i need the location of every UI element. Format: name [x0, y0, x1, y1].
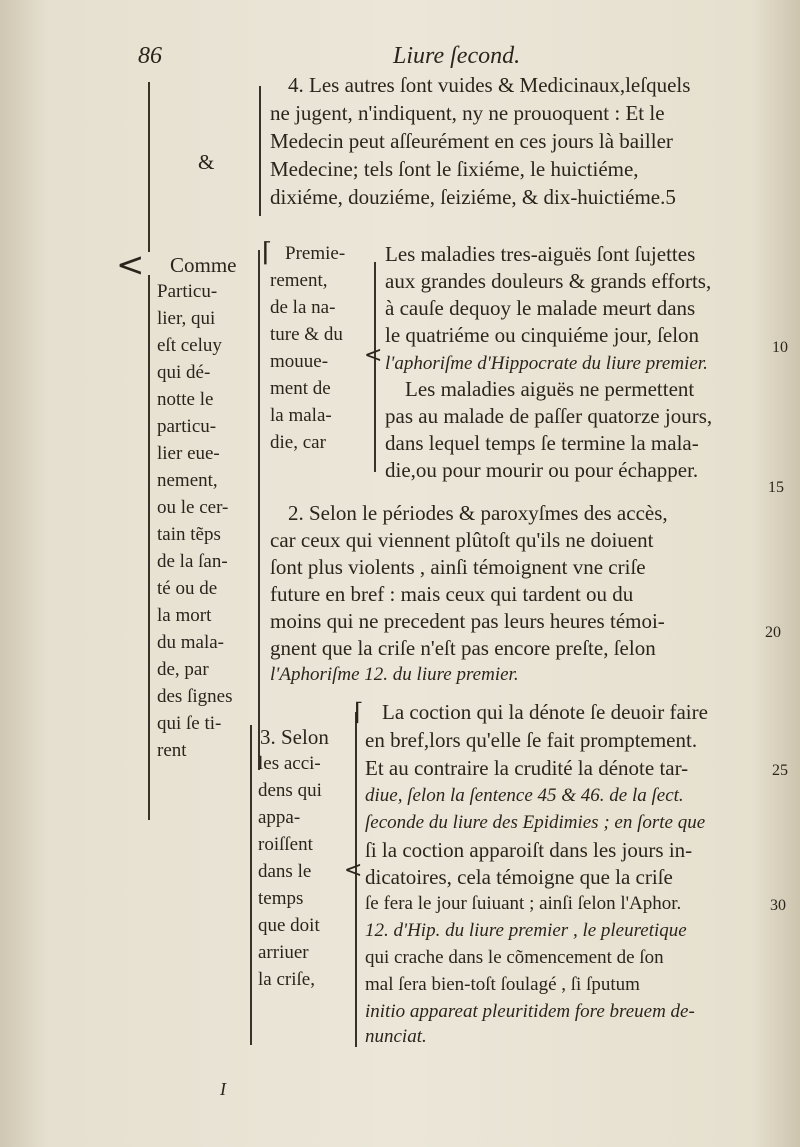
section3-right-line: ſeconde du liure des Epidimies ; en ſorte que	[365, 812, 706, 833]
section3-right-line: initio appareat pleuritidem fore breuem de-	[365, 1001, 695, 1022]
premierement-line: die, car	[270, 432, 326, 453]
section3-left-line: 3. Selon	[260, 725, 329, 749]
section3-left-line: dens qui	[258, 780, 322, 801]
section2-line: l'Aphoriſme 12. du liure premier.	[270, 664, 519, 685]
section3-right-line: ſe fera le jour ſuiuant ; ainſi ſelon l'Aphor.	[365, 893, 682, 914]
inner-bracket-line	[258, 250, 260, 770]
left-line: lier, qui	[157, 308, 216, 329]
maladies-line: à cauſe dequoy le malade meurt dans	[385, 296, 696, 320]
left-line: particu-	[157, 416, 217, 437]
premierement-line: Premie-	[285, 243, 346, 264]
left-line: rent	[157, 740, 187, 761]
left-line: la mort	[157, 605, 212, 626]
page-number: 86	[138, 43, 162, 69]
left-line: qui ſe ti-	[157, 713, 222, 734]
section2-line: ſont plus violents , ainſi témoignent vne criſe	[270, 555, 646, 579]
maladies-line: dans lequel temps ſe termine la mala-	[385, 431, 699, 455]
maladies-line: le quatriéme ou cinquiéme jour, ſelon	[385, 323, 700, 347]
section3-left-line: dans le	[258, 861, 312, 882]
section3-right-line: qui crache dans le cõmencement de ſon	[365, 947, 664, 968]
maladies-line: Les maladies tres-aiguës ſont ſujettes	[385, 242, 696, 266]
section3-right-line: Et au contraire la crudité la dénote tar-	[365, 756, 689, 780]
section3-left-line: que doit	[258, 915, 320, 936]
left-line: du mala-	[157, 632, 225, 653]
maladies-brace: <	[364, 343, 383, 368]
left-line: de la ſan-	[157, 551, 228, 572]
maladies-line: Les maladies aiguës ne permettent	[405, 377, 695, 401]
section4-line: 4. Les autres ſont vuides & Medicinaux,leſquels	[288, 73, 691, 97]
section2-line: car ceux qui viennent plûtoſt qu'ils ne doiuent	[270, 528, 654, 552]
section3-left-line: appa-	[258, 807, 301, 828]
section3-right-line: nunciat.	[365, 1026, 427, 1047]
premierement-line: rement,	[270, 270, 328, 291]
section3-brace: <	[344, 858, 363, 883]
premierement-line: ture & du	[270, 324, 343, 345]
signature-mark: I	[220, 1079, 226, 1099]
section3-right-line: mal ſera bien-toſt ſoulagé , ſi ſputum	[365, 974, 640, 995]
section2-line: moins qui ne precedent pas leurs heures témoi-	[270, 609, 665, 633]
margin-number: 10	[772, 339, 788, 356]
section3-left-line: les acci-	[258, 753, 321, 774]
left-line: lier eue-	[157, 443, 220, 464]
margin-number: 25	[772, 762, 788, 779]
maladies-line: aux grandes douleurs & grands efforts,	[385, 269, 712, 293]
left-line: tain tẽps	[157, 524, 221, 545]
left-line: de, par	[157, 659, 209, 680]
section4-line: ne jugent, n'indiquent, ny ne prouoquent : Et le	[270, 101, 665, 125]
maladies-line: pas au malade de paſſer quatorze jours,	[385, 404, 713, 428]
left-line: Comme	[170, 253, 237, 277]
outer-bracket-line-lower	[148, 275, 150, 820]
premierement-brace: ⌈	[262, 238, 273, 268]
maladies-line: die,ou pour mourir ou pour échapper.	[385, 458, 699, 482]
left-line: nement,	[157, 470, 218, 491]
left-line: té ou de	[157, 578, 218, 599]
section3-right-line: dicatoires, cela témoigne que la criſe	[365, 865, 673, 889]
outer-bracket-line	[148, 82, 150, 252]
section3-right-line: diue, ſelon la ſentence 45 & 46. de la ſect.	[365, 785, 684, 806]
section4-line: dixiéme, douziéme, ſeiziéme, & dix-huictiéme.5	[270, 185, 676, 209]
section2-line: gnent que la criſe n'eſt pas encore preſte, ſelon	[270, 636, 656, 660]
margin-number: 15	[768, 479, 784, 496]
section3-outer-bracket	[250, 725, 252, 1045]
left-line: Particu-	[157, 281, 218, 302]
outer-brace: <	[116, 245, 145, 285]
premierement-line: mouue-	[270, 351, 329, 372]
margin-number: 30	[770, 897, 786, 914]
left-line: notte le	[157, 389, 214, 410]
left-line: eſt celuy	[157, 335, 222, 356]
section4-line: Medecine; tels ſont le ſixiéme, le huictiéme,	[270, 157, 639, 181]
section2-line: future en bref : mais ceux qui tardent ou du	[270, 582, 634, 606]
left-line: des ſignes	[157, 686, 233, 707]
section3-left-line: arriuer	[258, 942, 309, 963]
section3-left-line: temps	[258, 888, 304, 909]
running-title: Liure ſecond.	[393, 43, 521, 69]
section4-line: Medecin peut aſſeurément en ces jours là bailler	[270, 129, 673, 153]
left-line: ou le cer-	[157, 497, 229, 518]
section3-left-line: la criſe,	[258, 969, 315, 990]
premierement-line: ment de	[270, 378, 331, 399]
premierement-line: la mala-	[270, 405, 332, 426]
ampersand-label: &	[198, 150, 215, 174]
section3-right-line: ſi la coction apparoiſt dans les jours in-	[365, 838, 693, 862]
section4-bracket	[259, 86, 261, 216]
section3-right-line: 12. d'Hip. du liure premier , le pleuretique	[365, 920, 687, 941]
section3-left-line: roiſſent	[258, 834, 313, 855]
premierement-line: de la na-	[270, 297, 336, 318]
section2-line: 2. Selon le périodes & paroxyſmes des accès,	[288, 501, 668, 525]
margin-number: 20	[765, 624, 781, 641]
maladies-line: l'aphoriſme d'Hippocrate du liure premier.	[385, 353, 708, 374]
section3-top-brace: ⌈	[354, 698, 364, 726]
left-line: qui dé-	[157, 362, 211, 383]
section3-right-line: La coction qui la dénote ſe deuoir faire	[382, 700, 708, 724]
section3-right-line: en bref,lors qu'elle ſe fait promptement.	[365, 728, 698, 752]
